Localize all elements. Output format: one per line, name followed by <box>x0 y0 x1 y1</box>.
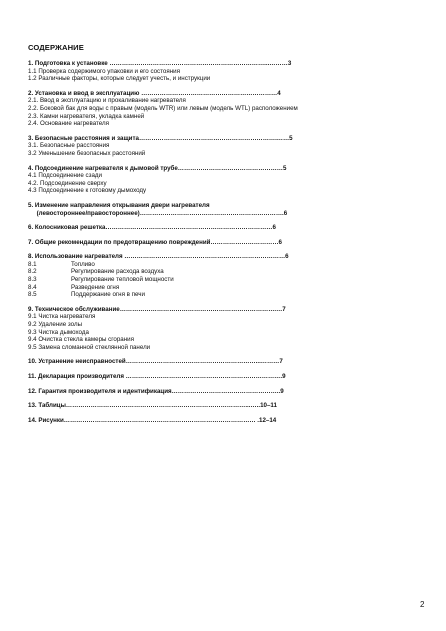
toc-item-2-3: 2.3. Камни нагревателя, укладка камней <box>28 112 145 120</box>
toc-item-3-1: 3.1. Безопасные расстояния <box>28 142 110 150</box>
toc-heading-13: 13. Таблицы……………………………………………………………………………...…..10–11 <box>28 402 277 410</box>
toc-item-3-2: 3.2 Уменьшение безопасных расстояний <box>28 149 146 157</box>
toc-section-4 <box>28 165 328 195</box>
toc-item-9-5: 9.5 Замена сломанной стеклянной панели <box>28 343 151 351</box>
toc-item-2-4: 2.4. Основание нагревателя <box>28 120 109 128</box>
table-of-contents <box>28 60 328 431</box>
toc-item-8-2: 8.2 Регулирование расхода воздуха <box>28 268 164 276</box>
toc-heading-2: 2. Установка и ввод в эксплуатацию …………………………………………………………4 <box>28 89 281 97</box>
toc-item-9-2: 9.2 Удаление золы <box>28 321 83 329</box>
toc-item-2-1: 2.1. Ввод в эксплуатацию и прокаливание нагревателя <box>28 97 186 105</box>
toc-heading-1: 1. Подготовка к установке …………………………………………………………………...………3 <box>28 60 292 67</box>
toc-item-9-3: 9.3 Чистка дымохода <box>28 328 89 336</box>
toc-section-11 <box>28 373 328 381</box>
toc-section-2 <box>28 90 328 128</box>
toc-item-8-5: 8.5 Поддержание огня в печи <box>28 291 145 299</box>
toc-item-8-4: 8.4 Разведение огня <box>28 283 120 291</box>
page-number: 2 <box>420 600 425 609</box>
toc-section-1 <box>28 60 328 83</box>
toc-section-12 <box>28 388 328 396</box>
toc-item-2-2: 2.2. Боковой бак для воды с правым (модель WTR) или левым (модель WTL) расположением <box>28 104 298 112</box>
toc-item-9-1: 9.1 Чистка нагревателя <box>28 313 96 321</box>
toc-heading-14: 14. Рисунки………………………………………………………………………………… .12–14 <box>28 416 277 424</box>
toc-heading-9: 9. Техническое обслуживание………………………………………………………………….…7 <box>28 305 286 313</box>
toc-section-6 <box>28 224 328 232</box>
toc-section-3 <box>28 135 328 158</box>
toc-section-9 <box>28 306 328 352</box>
toc-section-7 <box>28 239 328 247</box>
toc-item-1-1: 1.1 Проверка содержимого упаковки и его состояния <box>28 67 180 75</box>
toc-heading-7: 7. Общие рекомендации по предотвращению повреждений……………………………6 <box>28 238 282 246</box>
toc-item-4-3: 4.3 Подсоединение к готовому дымоходу <box>28 187 147 195</box>
toc-item-8-1: 8.1 Топливо <box>28 260 95 268</box>
toc-section-8 <box>28 253 328 299</box>
toc-item-4-2: 4.2. Подсоединение сверху <box>28 179 107 187</box>
toc-section-14 <box>28 417 328 425</box>
toc-title: СОДЕРЖАНИЕ <box>28 43 84 52</box>
toc-item-4-1: 4.1 Подсоединение сзади <box>28 172 102 180</box>
toc-heading-6: 6. Колосниковая решетка………………………………………………………………………6 <box>28 224 276 232</box>
toc-heading-12: 12. Гарантия производителя и идентификация……………………………………………..9 <box>28 387 284 395</box>
toc-section-5 <box>28 202 328 217</box>
toc-item-9-4: 9.4 Очистка стекла камеры сгорания <box>28 336 134 344</box>
toc-heading-10: 10. Устранение неисправностей………………………………………………………...………7 <box>28 358 283 366</box>
toc-heading-8: 8. Использование нагревателя ……………………………………………………………………6 <box>28 253 289 261</box>
toc-heading-11: 11. Декларация производителя ………………………………………………………………….9 <box>28 373 286 380</box>
toc-heading-4: 4. Подсоединение нагревателя к дымовой трубе……………………………………………5 <box>28 164 287 172</box>
toc-section-10 <box>28 358 328 366</box>
toc-heading-3: 3. Безопасные расстояния и защита………………………………………………………….……5 <box>28 134 293 142</box>
toc-item-1-2: 1.2 Различные факторы, которые следует учесть, и инструкции <box>28 75 211 83</box>
toc-heading-5: 5. Изменение направления открывания двери нагревателя (левостороннее/правостороннее)…………………………………………………………….6 <box>28 201 288 217</box>
toc-section-13 <box>28 402 328 410</box>
toc-item-8-3: 8.3 Регулирование тепловой мощности <box>28 276 174 284</box>
